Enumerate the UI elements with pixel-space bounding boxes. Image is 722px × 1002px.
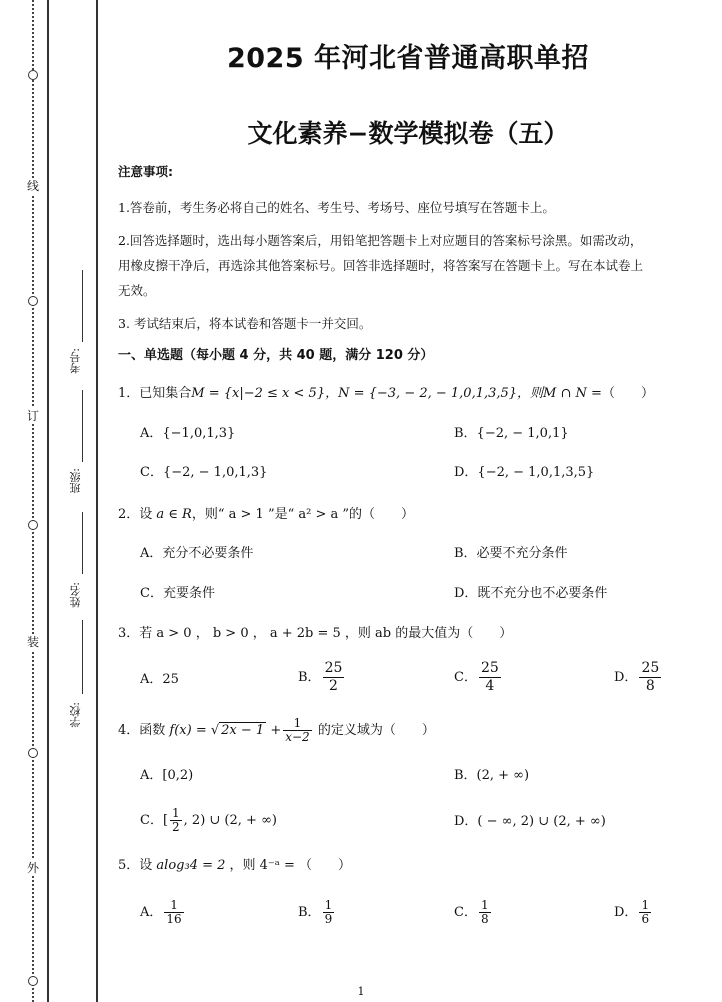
- question-1-stem: 1．已知集合M = {x|−2 ≤ x < 5}，N = {−3, − 2, − 1,0,1,3,5}，则M ∩ N =（ ）: [118, 386, 654, 401]
- q1-option-d[interactable]: D．{−2, − 1,0,1,3,5}: [454, 465, 595, 480]
- binding-mark-zhuang: 装: [26, 635, 39, 649]
- binding-mark-wai: 外: [26, 861, 39, 875]
- q5-option-d[interactable]: D． $\frac{1}{6}$: [614, 898, 650, 926]
- notice-item-2-cont: 用橡皮擦干净后，再选涂其他答案标号。回答非选择题时，将答案写在答题卡上。写在本试卷上: [118, 258, 644, 273]
- exam-title: 2025 年河北省普通高职单招: [226, 43, 590, 74]
- field-name[interactable]: [68, 512, 90, 622]
- field-exam-number[interactable]: [68, 270, 90, 380]
- question-5-stem: 5．设 alog₃4 = 2 ，则 4⁻ᵃ = （ ）: [118, 858, 351, 873]
- q5-option-b[interactable]: B． $\frac{1}{9}$: [298, 898, 333, 926]
- binding-border: [96, 0, 98, 1002]
- field-label: 姓名:: [69, 582, 82, 608]
- q5-option-c[interactable]: C． $\frac{1}{8}$: [454, 898, 489, 926]
- field-label: 考号:: [69, 348, 82, 374]
- q2-option-b[interactable]: B．必要不充分条件: [454, 546, 568, 561]
- ring-mark: [28, 70, 38, 80]
- q5-option-a[interactable]: A． $\frac{1}{16}$: [140, 898, 182, 926]
- notice-item-1: 1.答卷前，考生务必将自己的姓名、考生号、考场号、座位号填写在答题卡上。: [118, 200, 555, 215]
- ring-mark: [28, 748, 38, 758]
- binding-border: [47, 0, 49, 1002]
- field-label: 班级:: [69, 468, 82, 494]
- notice-item-2-end: 无效。: [118, 283, 156, 298]
- q2-option-a[interactable]: A．充分不必要条件: [140, 546, 254, 561]
- binding-margin: [0, 0, 98, 1002]
- field-class[interactable]: [68, 390, 90, 500]
- q1-option-c[interactable]: C．{−2, − 1,0,1,3}: [140, 465, 268, 480]
- question-4-stem: 4．函数 f(x) = √ 2x − 1 + $\frac{1}{x-2}$ 的定义域为（ ）: [118, 716, 435, 744]
- q3-option-d[interactable]: D． $\frac{25}{8}$: [614, 660, 660, 694]
- exam-subtitle: 文化素养−数学模拟卷（五）: [247, 119, 569, 148]
- ring-mark: [28, 296, 38, 306]
- field-school[interactable]: [68, 620, 90, 730]
- q4-option-c[interactable]: C．[ $\frac{1}{2}$ , 2) ∪ (2, + ∞): [140, 806, 277, 834]
- q1-option-b[interactable]: B．{−2, − 1,0,1}: [454, 426, 569, 441]
- question-3-stem: 3．若 a > 0 ， b > 0 ， a + 2b = 5 ，则 ab 的最大值为（ ）: [118, 626, 513, 641]
- notice-heading: 注意事项:: [118, 164, 174, 179]
- q2-option-c[interactable]: C．充要条件: [140, 586, 215, 601]
- page-number: 1: [357, 985, 365, 998]
- question-2-stem: 2．设 a ∈ R，则“ a > 1 ”是“ a² > a ”的（ ）: [118, 507, 415, 522]
- q3-option-a[interactable]: A．25: [140, 672, 179, 687]
- dotted-cut-line: [26, 0, 39, 1002]
- q4-option-a[interactable]: A．[0,2): [140, 768, 194, 783]
- q3-option-b[interactable]: B． $\frac{25}{2}$: [298, 660, 343, 694]
- ring-mark: [28, 520, 38, 530]
- field-label: 学校:: [69, 702, 82, 728]
- q1-option-a[interactable]: A．{−1,0,1,3}: [140, 426, 236, 441]
- q4-option-b[interactable]: B．(2, + ∞): [454, 768, 530, 783]
- binding-mark-line: 线: [26, 179, 39, 193]
- notice-item-3: 3. 考试结束后，将本试卷和答题卡一并交回。: [118, 316, 372, 331]
- binding-mark-ding: 订: [26, 409, 39, 423]
- q2-option-d[interactable]: D．既不充分也不必要条件: [454, 586, 608, 601]
- q3-option-c[interactable]: C． $\frac{25}{4}$: [454, 660, 499, 694]
- section-heading: 一、单选题（每小题 4 分，共 40 题，满分 120 分）: [118, 348, 434, 363]
- notice-item-2: 2.回答选择题时，选出每小题答案后，用铅笔把答题卡上对应题目的答案标号涂黑。如需改动，: [118, 233, 643, 248]
- q4-option-d[interactable]: D．( − ∞, 2) ∪ (2, + ∞): [454, 814, 606, 829]
